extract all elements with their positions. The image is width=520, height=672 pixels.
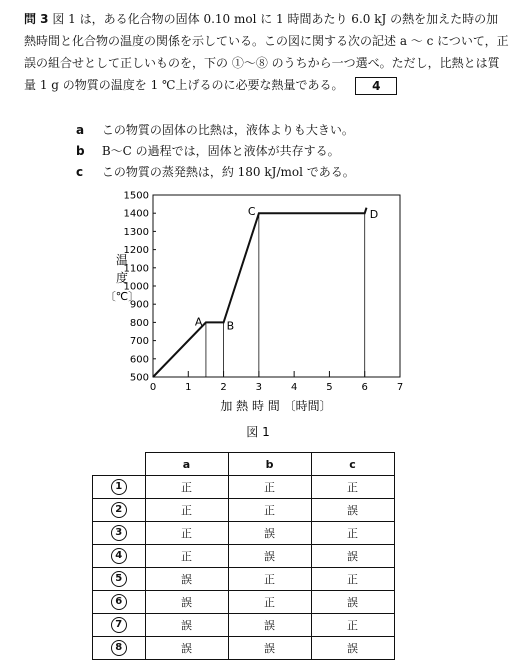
plot-frame bbox=[153, 195, 400, 377]
cell-b: 誤 bbox=[228, 614, 311, 637]
cell-a: 正 bbox=[145, 545, 228, 568]
table-row[interactable] bbox=[93, 591, 395, 614]
point-label-c: C bbox=[247, 205, 256, 219]
option-circle: 2 bbox=[111, 502, 127, 518]
header-c: c bbox=[311, 453, 394, 476]
cell-b: 誤 bbox=[228, 637, 311, 660]
y-tick-label: 1300 bbox=[123, 226, 149, 238]
y-tick-label: 600 bbox=[129, 354, 149, 366]
cell-a: 誤 bbox=[145, 591, 228, 614]
y-tick-label: 700 bbox=[129, 336, 149, 348]
figure-caption: 図 1 bbox=[246, 425, 270, 439]
header-b: b bbox=[228, 453, 311, 476]
table-row[interactable] bbox=[93, 522, 395, 545]
table-row[interactable] bbox=[93, 499, 395, 522]
x-axis-label: 加 熱 時 間 〔時間〕 bbox=[220, 399, 332, 413]
y-tick-label: 800 bbox=[129, 317, 149, 329]
option-circle: 7 bbox=[111, 617, 127, 633]
y-tick-label: 1500 bbox=[123, 190, 149, 202]
point-label-d: D bbox=[369, 208, 379, 222]
x-tick-label: 1 bbox=[185, 382, 192, 393]
table-row[interactable] bbox=[93, 614, 395, 637]
x-tick-label: 4 bbox=[290, 382, 298, 393]
table-row[interactable] bbox=[93, 637, 395, 660]
table-row[interactable] bbox=[93, 476, 395, 499]
cell-b: 正 bbox=[228, 568, 311, 591]
option-number bbox=[93, 591, 146, 614]
y-axis-label-3: 〔℃〕 bbox=[104, 290, 140, 303]
cell-c: 正 bbox=[311, 522, 394, 545]
y-tick-label: 1100 bbox=[123, 263, 149, 275]
cell-c: 誤 bbox=[311, 499, 394, 522]
table-body bbox=[93, 476, 395, 660]
y-axis-label-2: 度 bbox=[115, 271, 129, 285]
x-tick-label: 2 bbox=[220, 382, 227, 393]
y-axis-label-1: 温 bbox=[115, 253, 129, 267]
option-number bbox=[93, 476, 146, 499]
point-label-b: B bbox=[226, 319, 235, 333]
option-number bbox=[93, 568, 146, 591]
statement-label: c bbox=[76, 165, 84, 179]
cell-b: 誤 bbox=[228, 545, 311, 568]
y-tick-label: 1200 bbox=[123, 245, 149, 257]
statement-text: この物質の固体の比熱は，液体よりも大きい。 bbox=[101, 123, 354, 137]
question-text: 図 1 は，ある化合物の固体 0.10 mol に 1 時間あたり 6.0 kJ の熱を加えた時の加熱時間と化合物の温度の関係を示している。この図に関する次の記述 a ～ c について，正誤の組合せとして正しいものを，下の ①～⑧ のうちから一つ選べ。ただし，比熱とは質量 1 g の物質の温度を 1 ℃上げるのに必要な熱量である。 bbox=[24, 12, 509, 92]
cell-b: 誤 bbox=[228, 522, 311, 545]
statement-label: a bbox=[76, 123, 85, 137]
cell-c: 誤 bbox=[311, 545, 394, 568]
cell-a: 誤 bbox=[145, 568, 228, 591]
cell-a: 誤 bbox=[145, 614, 228, 637]
statement-text: この物質の蒸発熱は，約 180 kJ/mol である。 bbox=[101, 165, 355, 179]
option-circle: 3 bbox=[111, 525, 127, 541]
option-circle: 5 bbox=[111, 571, 127, 587]
answer-table bbox=[92, 452, 395, 660]
cell-b: 正 bbox=[228, 476, 311, 499]
x-tick-label: 3 bbox=[255, 382, 263, 393]
cell-c: 誤 bbox=[311, 591, 394, 614]
option-number bbox=[93, 637, 146, 660]
table-row[interactable] bbox=[93, 545, 395, 568]
x-tick-label: 5 bbox=[326, 382, 333, 393]
option-number bbox=[93, 522, 146, 545]
cell-b: 正 bbox=[228, 499, 311, 522]
option-number bbox=[93, 499, 146, 522]
table-corner bbox=[93, 453, 146, 476]
statement-text: B～C の過程では，固体と液体が共存する。 bbox=[101, 144, 340, 158]
option-circle: 6 bbox=[111, 594, 127, 610]
option-circle: 1 bbox=[111, 479, 127, 495]
cell-b: 正 bbox=[228, 591, 311, 614]
y-tick-label: 900 bbox=[129, 299, 149, 311]
header-a: a bbox=[145, 453, 228, 476]
option-circle: 8 bbox=[111, 640, 127, 656]
answer-box[interactable]: 4 bbox=[355, 77, 397, 95]
question-number: 問 3 bbox=[24, 12, 49, 26]
cell-c: 正 bbox=[311, 614, 394, 637]
cell-a: 正 bbox=[145, 522, 228, 545]
y-tick-label: 1000 bbox=[123, 281, 149, 293]
x-tick-label: 0 bbox=[149, 382, 157, 393]
cell-c: 誤 bbox=[311, 637, 394, 660]
cell-a: 誤 bbox=[145, 637, 228, 660]
cell-c: 正 bbox=[311, 568, 394, 591]
statement-label: b bbox=[76, 144, 85, 158]
temperature-curve bbox=[153, 208, 367, 377]
y-tick-label: 500 bbox=[129, 372, 149, 384]
y-tick-label: 1400 bbox=[123, 208, 149, 220]
option-number bbox=[93, 545, 146, 568]
cell-a: 正 bbox=[145, 499, 228, 522]
table-row[interactable] bbox=[93, 568, 395, 591]
option-number bbox=[93, 614, 146, 637]
x-tick-label: 7 bbox=[396, 382, 404, 393]
option-circle: 4 bbox=[111, 548, 127, 564]
point-label-a: A bbox=[194, 315, 203, 329]
cell-a: 正 bbox=[145, 476, 228, 499]
cell-c: 正 bbox=[311, 476, 394, 499]
x-tick-label: 6 bbox=[361, 382, 368, 393]
